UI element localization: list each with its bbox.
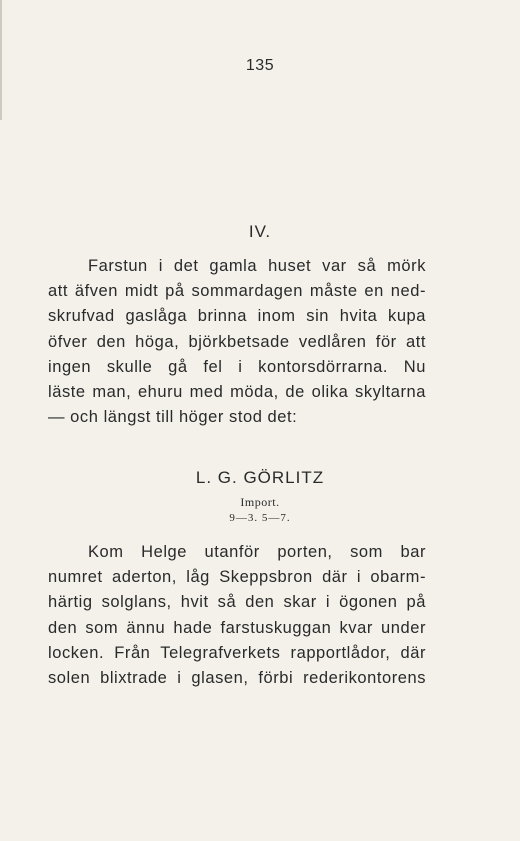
paragraph-1-line: att äfven midt på sommardagen måste en ned- [48,282,426,301]
paragraph-1-line: skrufvad gaslåga brinna inom sin hvita kupa [48,307,426,326]
paragraph-1-line: läste man, ehuru med möda, de olika skyltarna [48,383,426,402]
paragraph-2 [48,540,426,691]
paragraph-2-line: numret aderton, låg Skeppsbron där i obarm- [48,568,426,587]
chapter-heading: IV. [248,222,272,241]
paragraph-1-line: Farstun i det gamla huset var så mörk [88,257,426,275]
sign-name: L. G. GÖRLITZ [195,468,325,487]
paragraph-2-line: den som ännu hade farstuskuggan kvar under [48,618,426,637]
sign-subtitle: Import. [240,495,280,509]
sign-hours: 9—3. 5—7. [229,512,291,524]
paragraph-2-line: solen blixtrade i glasen, förbi rederikontorens [48,669,426,688]
paragraph-1-line: öfver den höga, björkbetsade vedlåren för att [48,332,426,351]
paragraph-2-line: Kom Helge utanför porten, som bar [88,543,426,561]
paragraph-2-line: härtig solglans, hvit så den skar i ögonen på [48,593,426,612]
paragraph-1-line: ingen skulle gå fel i kontorsdörrarna. Nu [48,357,426,376]
paragraph-1 [48,254,426,430]
paragraph-2-line: locken. Från Telegrafverkets rapportlådor, där [48,643,426,662]
page-number: 135 [245,57,275,74]
paragraph-1-line: — och längst till höger stod det: [48,408,298,427]
